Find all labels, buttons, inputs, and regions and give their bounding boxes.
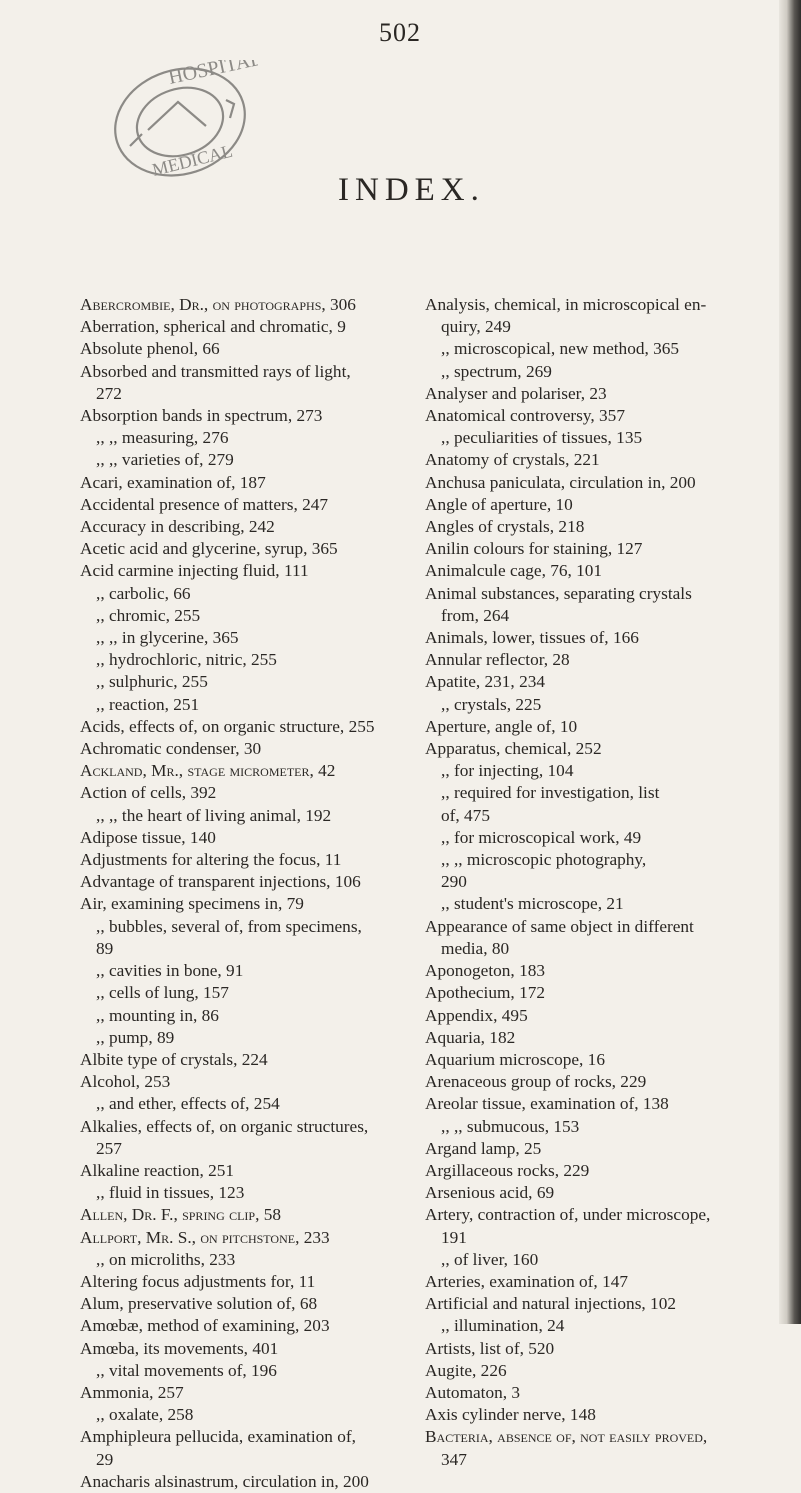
index-entry: Alcohol, 253 <box>80 1072 171 1092</box>
index-entry: 272 <box>96 383 122 403</box>
index-entry: Angle of aperture, 10 <box>425 494 573 514</box>
index-entry: Aperture, angle of, 10 <box>425 716 578 736</box>
index-entry: Absorption bands in spectrum, 273 <box>80 406 323 426</box>
index-entry: ,, for injecting, 104 <box>441 761 574 781</box>
index-entry: Amphipleura pellucida, examination of, <box>80 1427 356 1447</box>
index-entry: ,, vital movements of, 196 <box>96 1360 277 1380</box>
index-entry: Appearance of same object in different <box>425 916 694 936</box>
index-entry: Ammonia, 257 <box>80 1382 184 1402</box>
index-entry: ,, bubbles, several of, from specimens, <box>96 916 362 936</box>
index-entry: 89 <box>96 938 114 958</box>
index-entry: 29 <box>96 1449 114 1469</box>
index-entry: Air, examining specimens in, 79 <box>80 894 304 914</box>
index-entry: Arsenious acid, 69 <box>425 1183 555 1203</box>
index-entry: Automaton, 3 <box>425 1382 521 1402</box>
index-entry: Anatomical controversy, 357 <box>425 406 625 426</box>
index-title: INDEX. <box>338 172 485 208</box>
index-entry: Analyser and polariser, 23 <box>425 383 607 403</box>
index-entry: ,, fluid in tissues, 123 <box>96 1183 245 1203</box>
index-entry: Anatomy of crystals, 221 <box>425 450 600 470</box>
index-entry: Acetic acid and glycerine, syrup, 365 <box>80 539 338 559</box>
index-entry: Argillaceous rocks, 229 <box>425 1160 590 1180</box>
index-entry: Artists, list of, 520 <box>425 1338 555 1358</box>
index-entry: Achromatic condenser, 30 <box>80 739 262 759</box>
index-column-left <box>80 294 407 1493</box>
index-entry: Action of cells, 392 <box>80 783 217 803</box>
index-entry: from, 264 <box>441 605 510 625</box>
index-entry: Adjustments for altering the focus, 11 <box>80 850 342 870</box>
stamp-text-bottom: MEDICAL <box>150 140 235 180</box>
index-entry: Appendix, 495 <box>425 1005 528 1025</box>
index-entry: Anchusa paniculata, circulation in, 200 <box>425 472 696 492</box>
index-entry: Apothecium, 172 <box>425 983 545 1003</box>
index-entry: Aquarium microscope, 16 <box>425 1049 605 1069</box>
index-entry: quiry, 249 <box>441 317 511 337</box>
index-entry: Absolute phenol, 66 <box>80 339 220 359</box>
index-entry: Animal substances, separating crystals <box>425 583 692 603</box>
index-entry: Amœba, its movements, 401 <box>80 1338 279 1358</box>
index-entry: Albite type of crystals, 224 <box>80 1049 268 1069</box>
index-entry: Angles of crystals, 218 <box>425 517 585 537</box>
index-entry: ,, hydrochloric, nitric, 255 <box>96 650 277 670</box>
index-entry: Analysis, chemical, in microscopical en- <box>425 295 707 314</box>
index-entry: Altering focus adjustments for, 11 <box>80 1271 316 1291</box>
index-entry: Aquaria, 182 <box>425 1027 516 1047</box>
index-entry: ,, cells of lung, 157 <box>96 983 229 1003</box>
index-entry: Alkalies, effects of, on organic structures, <box>80 1116 369 1136</box>
index-entry: ,, and ether, effects of, 254 <box>96 1094 280 1114</box>
library-stamp-icon <box>108 60 258 182</box>
index-entry: ,, ,, the heart of living animal, 192 <box>96 805 332 825</box>
index-entry: Augite, 226 <box>425 1360 507 1380</box>
index-entry: Alum, preservative solution of, 68 <box>80 1294 318 1314</box>
index-entry: Apatite, 231, 234 <box>425 672 545 692</box>
index-entry: 290 <box>441 872 467 892</box>
index-entry: Aberration, spherical and chromatic, 9 <box>80 317 346 337</box>
index-entry: Animals, lower, tissues of, 166 <box>425 628 639 648</box>
index-entry: Amœbæ, method of examining, 203 <box>80 1316 330 1336</box>
index-entry: ,, carbolic, 66 <box>96 583 191 603</box>
index-entry: ,, sulphuric, 255 <box>96 672 208 692</box>
index-entry: ,, ,, in glycerine, 365 <box>96 628 239 648</box>
index-entry: Acids, effects of, on organic structure, 255 <box>80 716 375 736</box>
index-entry: Absorbed and transmitted rays of light, <box>80 361 351 381</box>
index-entry: Acid carmine injecting fluid, 111 <box>80 561 309 581</box>
index-entry: Arenaceous group of rocks, 229 <box>425 1072 647 1092</box>
page-number: 502 <box>379 18 421 47</box>
index-entry: ,, reaction, 251 <box>96 694 200 714</box>
index-entry: ,, for microscopical work, 49 <box>441 827 642 847</box>
index-entry: ,, ,, submucous, 153 <box>441 1116 580 1136</box>
index-entry: Axis cylinder nerve, 148 <box>425 1405 596 1425</box>
index-entry: ,, of liver, 160 <box>441 1249 539 1269</box>
index-entry: Accuracy in describing, 242 <box>80 517 275 537</box>
index-entry: Areolar tissue, examination of, 138 <box>425 1094 669 1114</box>
index-entry: ,, pump, 89 <box>96 1027 175 1047</box>
index-entry: 257 <box>96 1138 122 1158</box>
index-entry: media, 80 <box>441 938 510 958</box>
index-entry: ,, ,, measuring, 276 <box>96 428 229 448</box>
index-entry: ,, spectrum, 269 <box>441 361 552 381</box>
index-entry: Animalcule cage, 76, 101 <box>425 561 603 581</box>
index-entry: Apparatus, chemical, 252 <box>425 739 602 759</box>
index-entry: ,, cavities in bone, 91 <box>96 961 244 981</box>
index-entry: ,, chromic, 255 <box>96 605 201 625</box>
index-entry: Acari, examination of, 187 <box>80 472 266 492</box>
stamp-text-top: HOSPITAL <box>166 60 258 89</box>
index-entry: ,, peculiarities of tissues, 135 <box>441 428 643 448</box>
index-entry: Allen, Dr. F., spring clip, 58 <box>80 1205 282 1225</box>
index-entry: 191 <box>441 1227 467 1247</box>
index-entry: 347 <box>441 1449 467 1469</box>
index-entry: Adipose tissue, 140 <box>80 827 216 847</box>
index-entry: Argand lamp, 25 <box>425 1138 542 1158</box>
index-entry: ,, oxalate, 258 <box>96 1405 194 1425</box>
index-entry: Artificial and natural injections, 102 <box>425 1294 676 1314</box>
index-entry: Anilin colours for staining, 127 <box>425 539 643 559</box>
index-entry: Aponogeton, 183 <box>425 961 545 981</box>
page-edge-shadow <box>779 0 801 1324</box>
index-entry: Annular reflector, 28 <box>425 650 570 670</box>
index-entry: Artery, contraction of, under microscope, <box>425 1205 711 1225</box>
index-entry: ,, ,, microscopic photography, <box>441 850 647 870</box>
index-entry: Anacharis alsinastrum, circulation in, 200 <box>80 1471 369 1491</box>
index-entry: ,, on microliths, 233 <box>96 1249 236 1269</box>
index-entry: ,, student's microscope, 21 <box>441 894 624 914</box>
index-entry: Advantage of transparent injections, 106 <box>80 872 361 892</box>
index-entry: Accidental presence of matters, 247 <box>80 494 329 514</box>
index-entry: ,, ,, varieties of, 279 <box>96 450 234 470</box>
index-entry: Abercrombie, Dr., on photographs, 306 <box>80 295 356 314</box>
index-entry: ,, microscopical, new method, 365 <box>441 339 680 359</box>
index-entry: Allport, Mr. S., on pitchstone, 233 <box>80 1227 330 1247</box>
index-entry: ,, required for investigation, list <box>441 783 660 803</box>
index-entry: Ackland, Mr., stage micrometer, 42 <box>80 761 336 781</box>
index-entry: Arteries, examination of, 147 <box>425 1271 628 1291</box>
index-entry: ,, mounting in, 86 <box>96 1005 219 1025</box>
index-entry: ,, illumination, 24 <box>441 1316 565 1336</box>
index-entry: Alkaline reaction, 251 <box>80 1160 235 1180</box>
index-column-right <box>425 294 780 1471</box>
index-entry: of, 475 <box>441 805 490 825</box>
index-entry: Bacteria, absence of, not easily proved, <box>425 1427 708 1447</box>
index-entry: ,, crystals, 225 <box>441 694 542 714</box>
